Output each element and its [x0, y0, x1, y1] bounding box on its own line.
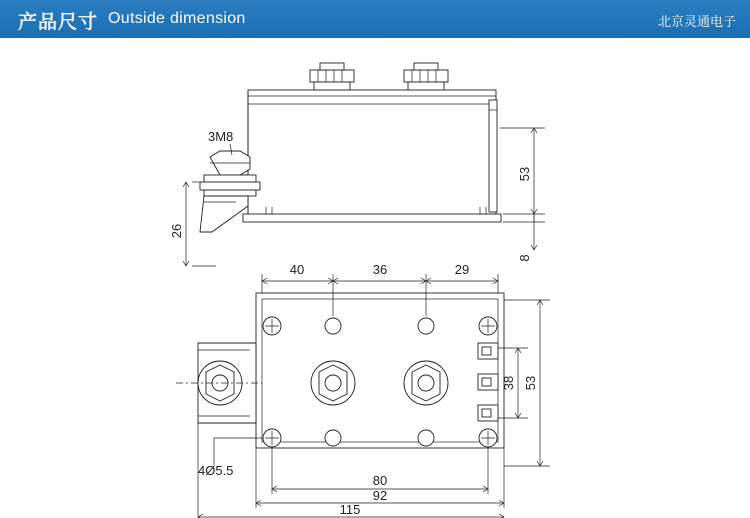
- top-mount-hole-br: [479, 429, 497, 447]
- top-hex-terminal-1: [311, 361, 355, 405]
- dim-26-text: 26: [169, 223, 184, 239]
- top-pin-hole-4: [418, 430, 434, 446]
- dim-92-text: 92: [372, 488, 388, 503]
- side-terminal-stud-2: [404, 63, 448, 90]
- page-title-en: Outside dimension: [108, 10, 246, 27]
- dim-top-heights: [498, 300, 550, 466]
- dim-53-side-text: 53: [517, 166, 532, 182]
- side-body: [248, 90, 496, 221]
- dim-53-top-text: 53: [523, 375, 538, 391]
- dim-base-thickness: [503, 214, 545, 262]
- top-pin-hole-3: [325, 430, 341, 446]
- drawing-svg: [0, 38, 750, 518]
- page-header: [0, 0, 750, 38]
- top-mount-hole-bl: [263, 429, 281, 447]
- dim-29-text: 29: [454, 262, 470, 277]
- top-pin-hole-2: [418, 318, 434, 334]
- hole-leader: [214, 438, 262, 465]
- side-terminal-stud-1: [310, 63, 354, 90]
- side-right-blade: [489, 100, 497, 212]
- page-title-cn: 产品尺寸: [18, 12, 99, 33]
- dim-40-text: 40: [289, 262, 305, 277]
- dim-80-text: 80: [372, 473, 388, 488]
- dim-115-text: 115: [339, 502, 361, 517]
- dim-38-text: 38: [501, 375, 516, 391]
- top-control-terminals: [478, 343, 498, 421]
- top-view: [176, 262, 550, 518]
- top-mount-hole-tl: [263, 317, 281, 335]
- brand-label: 北京灵通电子: [657, 14, 736, 29]
- dim-side-height-right: [500, 128, 545, 214]
- top-pin-hole-1: [325, 318, 341, 334]
- hole-label: 4Ø5.5: [198, 463, 234, 478]
- thread-label: 3M8: [208, 129, 234, 144]
- top-body: [256, 293, 504, 448]
- side-view: [169, 63, 545, 266]
- side-base-plate: [243, 214, 501, 222]
- top-mount-hole-tr: [479, 317, 497, 335]
- top-hex-terminal-2: [404, 361, 448, 405]
- dim-8-text: 8: [517, 254, 532, 262]
- top-left-hex-terminal: [198, 361, 242, 405]
- dim-36-text: 36: [372, 262, 388, 277]
- dimension-drawing: [0, 38, 750, 518]
